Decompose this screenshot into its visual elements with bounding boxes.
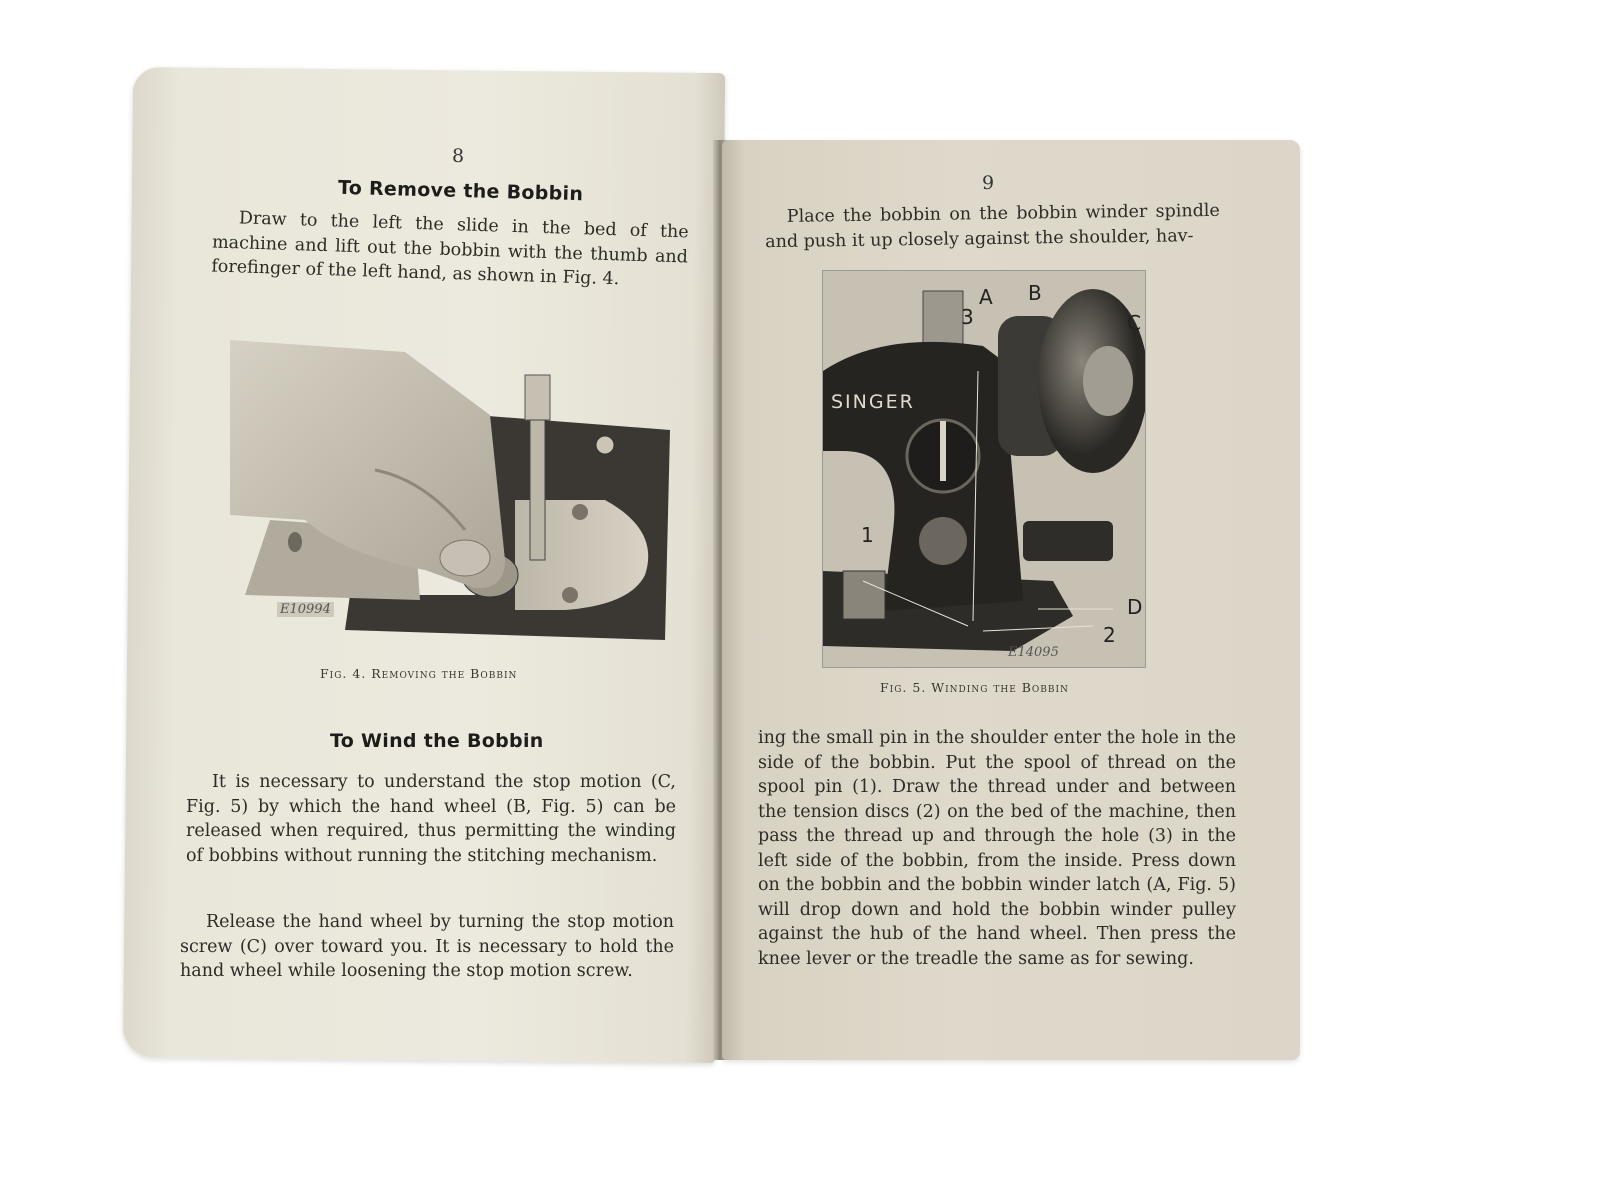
figure-4-removing-bobbin — [225, 330, 670, 650]
figure-4-caption: Fig. 4. Removing the Bobbin — [320, 666, 518, 681]
label-c: C — [1127, 311, 1141, 335]
page-number-left: 8 — [452, 145, 465, 167]
label-d: D — [1127, 595, 1143, 619]
singer-brand-text: SINGER — [831, 391, 915, 413]
label-a: A — [979, 285, 993, 309]
figure-5-winding-bobbin — [822, 270, 1146, 668]
heading-remove-bobbin: To Remove the Bobbin — [337, 176, 584, 206]
paragraph-place-bobbin: Place the bobbin on the bobbin winder spindle and push it up closely against the shoulder, hav- — [765, 200, 1220, 252]
figure-4-code: E10994 — [277, 602, 334, 617]
label-2: 2 — [1103, 623, 1116, 647]
paragraph-release-hand-wheel: Release the hand wheel by turning the stop motion screw (C) over toward you. It is necessary to hold the hand wheel while loosening the stop motion screw. — [180, 912, 674, 981]
sewing-machine-illustration — [823, 271, 1145, 667]
label-3: 3 — [961, 305, 974, 329]
paragraph-thread-instructions: ing the small pin in the shoulder enter the hole in the side of the bobbin. Put the spool of thread on the spool pin (1). Draw the thread under and between the tension discs (2) on the bed of the machine, then pass the thread up and through the hole (3) in the left side of the bobbin, from the inside. Press down on the bobbin and the bobbin winder latch (A, Fig. 5) will drop down and hold the bobbin winder pulley against the hub of the hand wheel. Then press the knee lever or the treadle the same as for sewing. — [758, 728, 1236, 969]
figure-5-code: E14095 — [1008, 645, 1059, 660]
label-1: 1 — [861, 523, 874, 547]
heading-wind-bobbin: To Wind the Bobbin — [330, 730, 544, 752]
paragraph-remove-bobbin: Draw to the left the slide in the bed of the machine and lift out the bobbin with the thumb and forefinger of the left hand, as shown in Fig. 4. — [211, 208, 689, 290]
label-b: B — [1028, 281, 1042, 305]
paragraph-stop-motion: It is necessary to understand the stop motion (C, Fig. 5) by which the hand wheel (B, Fig. 5) can be released when required, thus permitting the winding of bobbins without running the stitching mechanism. — [186, 772, 676, 866]
page-number-right: 9 — [982, 172, 995, 194]
figure-5-caption: Fig. 5. Winding the Bobbin — [880, 680, 1069, 695]
